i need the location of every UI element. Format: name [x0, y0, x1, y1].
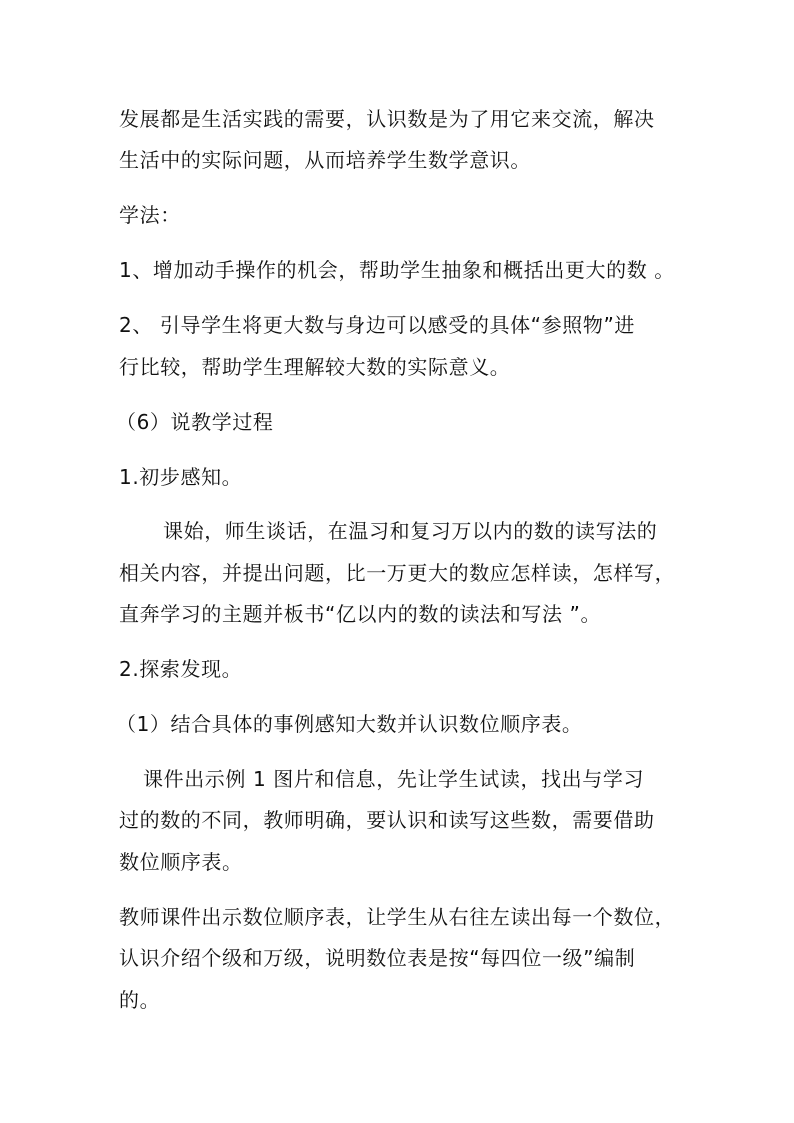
text-line-17: 教师课件出示数位顺序表，让学生从右往左读出每一个数位，: [119, 905, 676, 929]
text-line-13: （1）结合具体的事例感知大数并认识数位顺序表。: [116, 712, 583, 736]
text-line-6: 行比较，帮助学生理解较大数的实际意义。: [119, 355, 511, 379]
text-line-16: 数位顺序表。: [119, 850, 243, 874]
text-line-19: 的。: [119, 988, 161, 1012]
text-line-5: 2、 引导学生将更大数与身边可以感受的具体“参照物”进: [119, 313, 636, 337]
text-line-4: 1、增加动手操作的机会，帮助学生抽象和概括出更大的数 。: [119, 258, 675, 282]
text-line-14: 课件出示例 1 图片和信息，先让学生试读，找出与学习: [143, 767, 645, 791]
text-line-1: 发展都是生活实践的需要，认识数是为了用它来交流，解决: [119, 107, 655, 131]
text-line-2: 生活中的实际问题，从而培养学生数学意识。: [119, 148, 531, 172]
text-line-18: 认识介绍个级和万级，说明数位表是按“每四位一级”编制: [119, 946, 636, 970]
text-line-11: 直奔学习的主题并板书“亿以内的数的读法和写法 ”。: [119, 602, 602, 626]
text-line-15: 过的数的不同，教师明确，要认识和读写这些数，需要借助: [119, 808, 655, 832]
text-line-10: 相关内容，并提出问题，比一万更大的数应怎样读，怎样写，: [119, 561, 676, 585]
text-line-3: 学法：: [119, 203, 181, 227]
text-line-12: 2.探索发现。: [119, 657, 243, 681]
text-line-8: 1.初步感知。: [119, 465, 243, 489]
text-line-7: （6）说教学过程: [116, 410, 274, 434]
text-line-9: 课始，师生谈话，在温习和复习万以内的数的读写法的: [163, 519, 658, 543]
